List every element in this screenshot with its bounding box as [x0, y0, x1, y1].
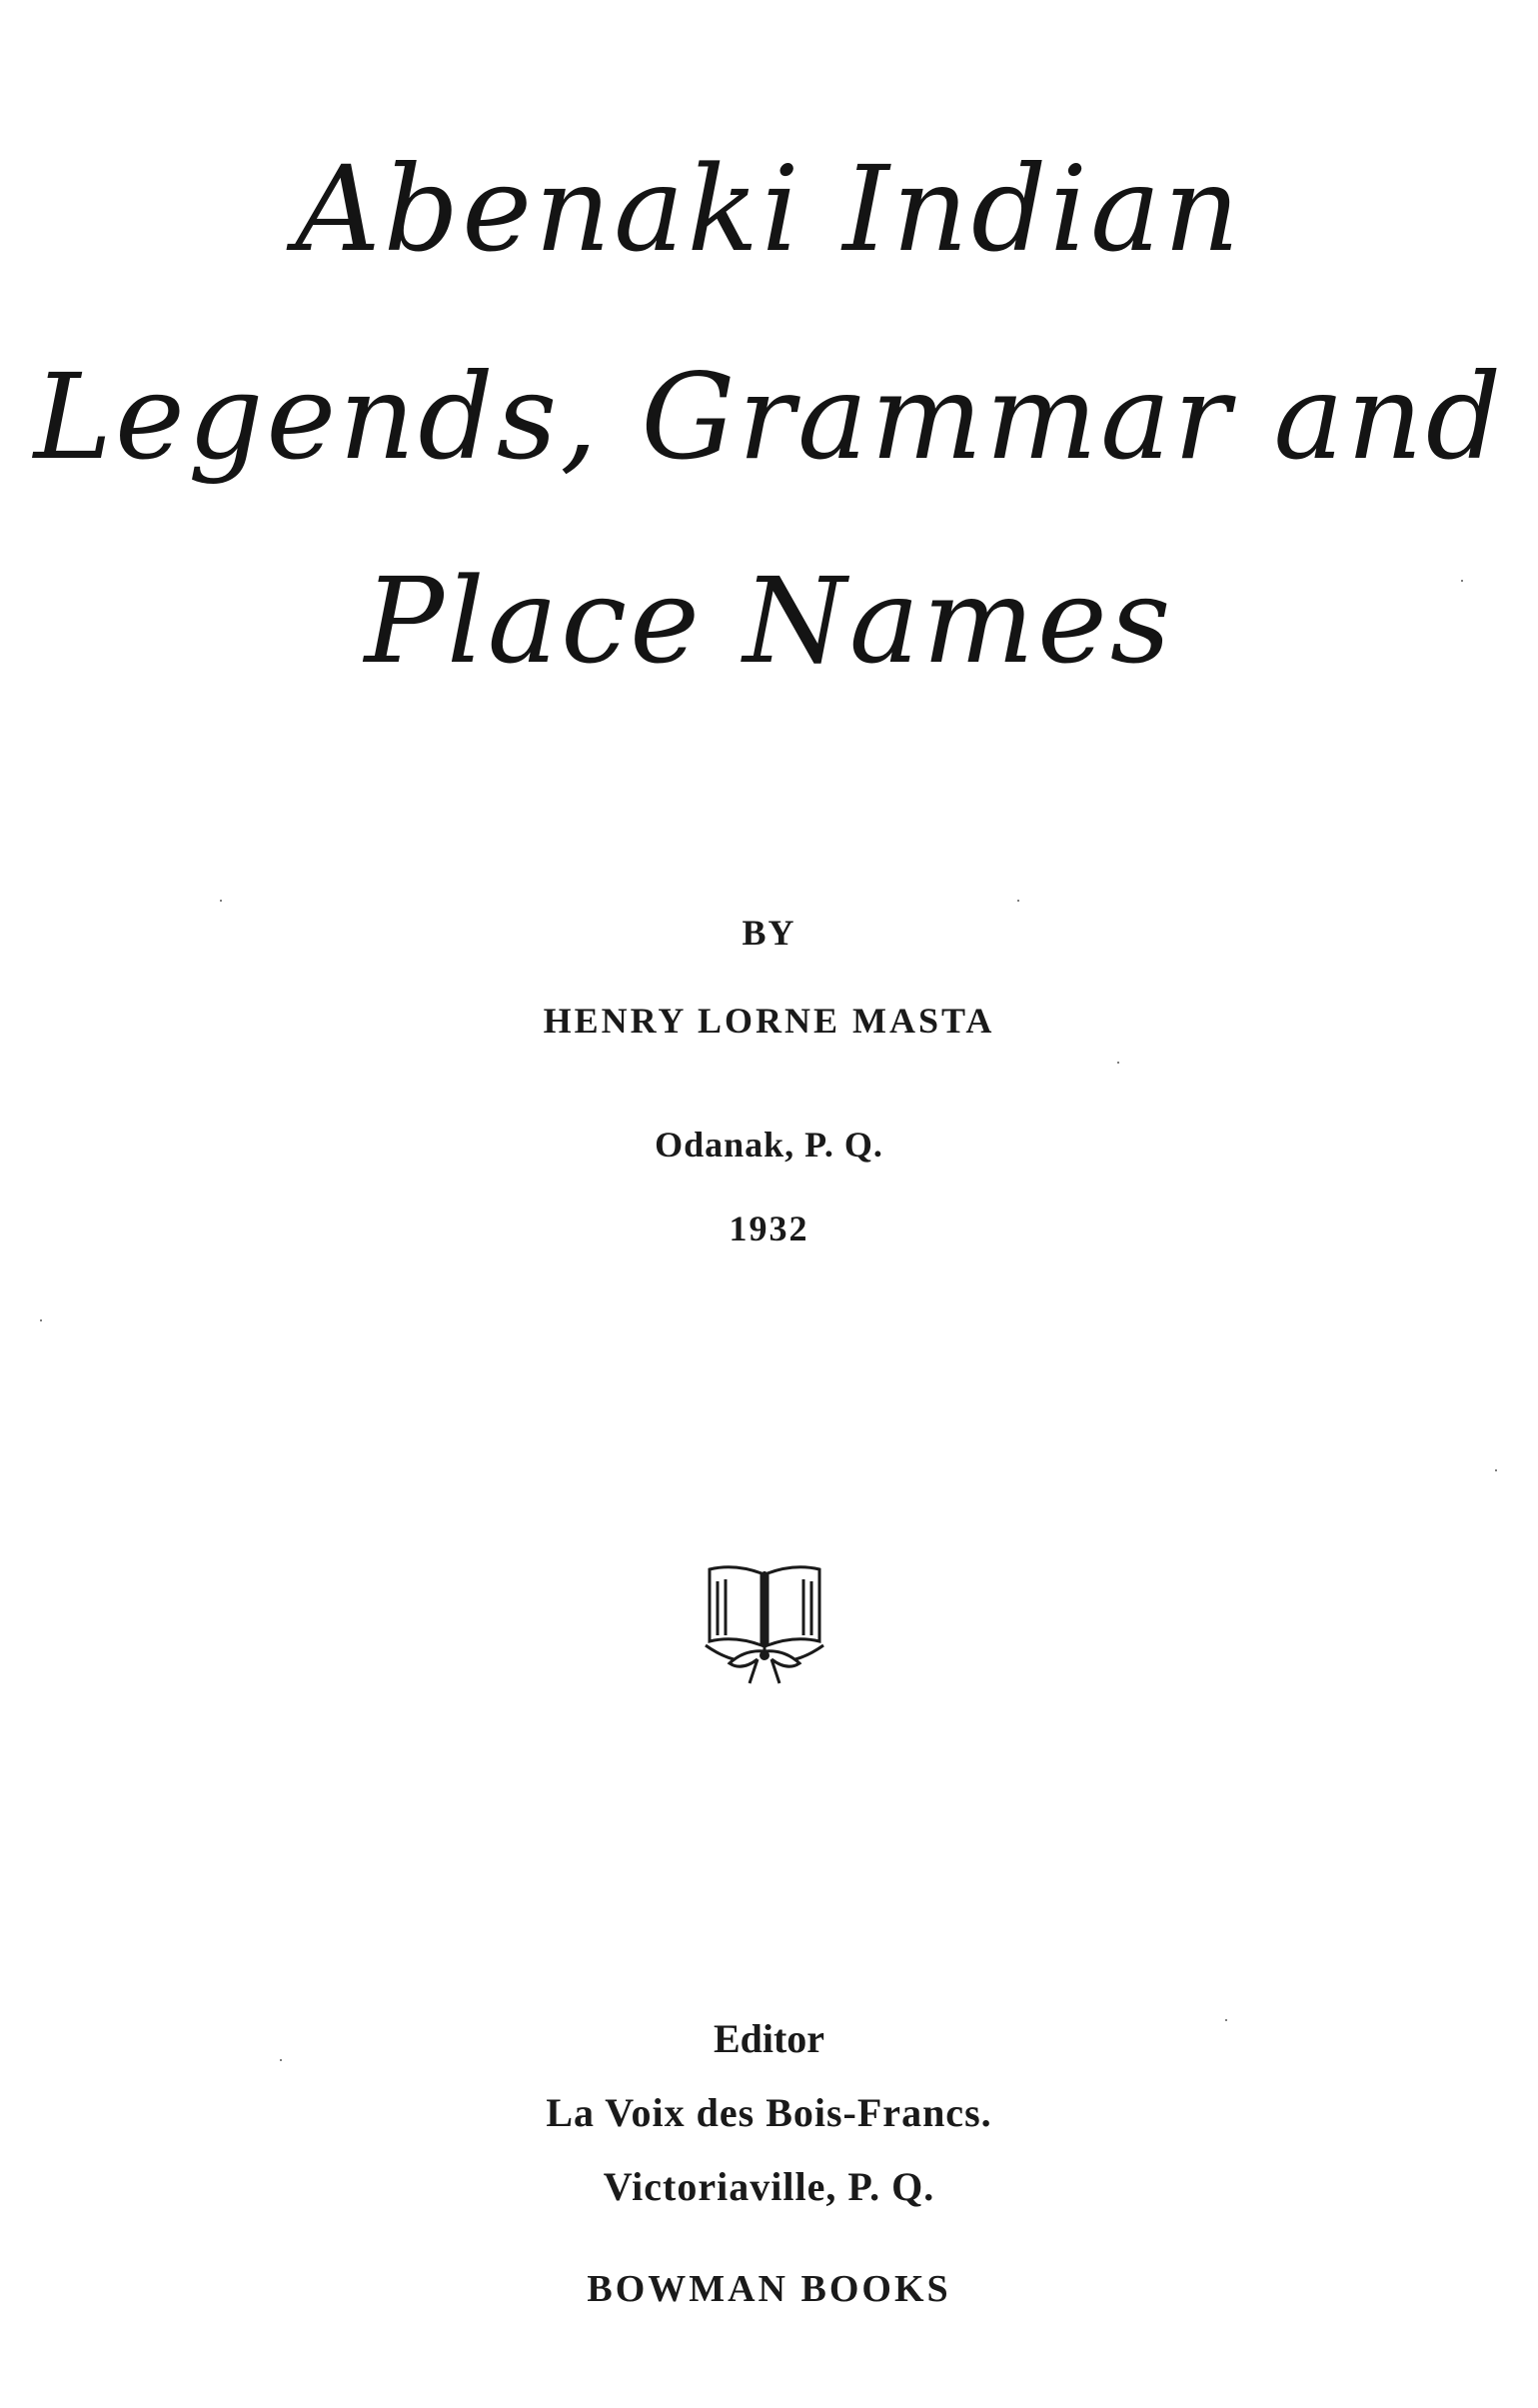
open-book-icon [700, 1559, 829, 1689]
scan-speck [1225, 2019, 1227, 2021]
author-name: HENRY LORNE MASTA [543, 1001, 995, 1041]
publisher-name: La Voix des Bois-Francs. [546, 2090, 992, 2135]
imprint-name: BOWMAN BOOKS [587, 2268, 951, 2310]
scan-speck [1117, 1062, 1119, 1064]
scan-speck [1461, 580, 1463, 582]
publisher-city: Victoriaville, P. Q. [603, 2164, 935, 2209]
title-line-1: Abenaki Indian [295, 140, 1243, 278]
title-line-2: Legends, Grammar and [33, 348, 1505, 486]
scan-speck [40, 1319, 42, 1321]
scan-speck [280, 2059, 282, 2061]
title-line-3: Place Names [364, 552, 1174, 690]
editor-label: Editor [713, 2016, 825, 2061]
scan-speck [1017, 900, 1019, 902]
publication-year: 1932 [729, 1208, 809, 1248]
publication-place: Odanak, P. Q. [655, 1125, 883, 1165]
by-label: BY [742, 913, 796, 953]
scan-speck [220, 900, 222, 902]
scan-speck [1495, 1469, 1497, 1471]
